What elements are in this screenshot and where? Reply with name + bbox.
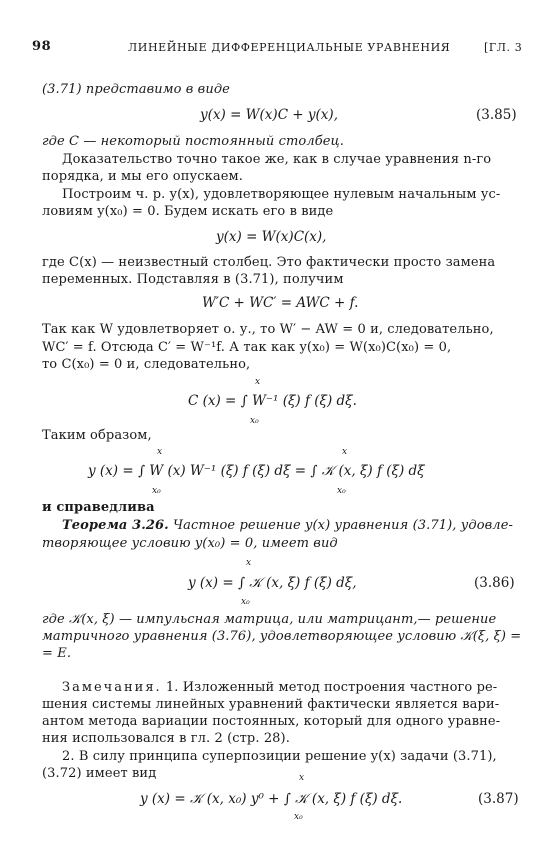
integral-lower-limit: x₀ [241,597,250,607]
text-line: порядка, и мы его опускаем. [42,169,243,184]
remark-heading: Замечания. [62,680,162,695]
text-line: Таким образом, [42,428,152,443]
equation: y (x) = ∫ W (x) W⁻¹ (ξ) f (ξ) dξ = ∫ 𝒦 (x, ξ) f (ξ) dξ [88,463,425,479]
theorem-line: творяющее условию y(x₀) = 0, имеет вид [42,536,338,551]
equation-3-86: y (x) = ∫ 𝒦 (x, ξ) f (ξ) dξ, [188,575,357,591]
equation-3-87: y (x) = 𝒦 (x, x₀) y⁰ + ∫ 𝒦 (x, ξ) f (ξ) dξ. [140,791,403,807]
theorem-text: Частное решение y(x) уравнения (3.71), удовле- [173,518,513,533]
integral-lower-limit: x₀ [294,812,303,822]
text-line: шения системы линейных уравнений фактически является вари- [42,697,500,712]
integral-upper-limit: x [299,773,305,783]
remark-line [62,680,497,696]
theorem-heading: Теорема 3.26. [62,518,169,533]
page-number: 98 [32,39,52,54]
text-line: ния использовался в гл. 2 (стр. 28). [42,731,290,746]
text-line: где C — некоторый постоянный столбец. [42,134,344,149]
text-line: Так как W удовлетворяет о. у., то W′ − AW = 0 и, следовательно, [42,322,494,337]
integral-upper-limit: x [246,558,252,568]
text-line: где 𝒦(x, ξ) — импульсная матрица, или матрицант,— решение [42,612,497,627]
integral-upper-limit: x [342,447,348,457]
equation-number: (3.87) [478,791,519,807]
equation: C (x) = ∫ W⁻¹ (ξ) f (ξ) dξ. [188,393,357,409]
text-line: WC′ = f. Отсюда C′ = W⁻¹f. А так как y(x₀) = W(x₀)C(x₀) = 0, [42,340,452,355]
text-line: антом метода вариации постоянных, который для одного уравне- [42,714,501,729]
text-line: Построим ч. р. y(x), удовлетворяющее нулевым начальным ус- [62,187,501,202]
integral-lower-limit: x₀ [337,486,346,496]
theorem-line [62,518,513,534]
text-line: и справедлива [42,500,155,515]
text-line: = E. [42,646,72,661]
text-line: где C(x) — неизвестный столбец. Это фактически просто замена [42,255,496,270]
text-line: ловиям y(x₀) = 0. Будем искать его в виде [42,204,334,219]
equation: y(x) = W(x)C(x), [216,229,327,245]
equation-number: (3.86) [474,575,515,591]
equation: W′C + WC′ = AWC + f. [202,295,359,311]
text-line: матричного уравнения (3.76), удовлетворяющее условию 𝒦(ξ, ξ) = [42,629,522,644]
text-line: переменных. Подставляя в (3.71), получим [42,272,344,287]
remark-text: 1. Изложенный метод построения частного ре- [165,680,498,695]
integral-upper-limit: x [157,447,163,457]
text-line: (3.71) представимо в виде [42,82,230,97]
running-title: ЛИНЕЙНЫЕ ДИФФЕРЕНЦИАЛЬНЫЕ УРАВНЕНИЯ [128,41,451,54]
integral-lower-limit: x₀ [250,416,259,426]
equation-3-85: y(x) = W(x)C + y(x), [200,107,338,123]
text-line: Доказательство точно такое же, как в случае уравнения n-го [62,152,492,167]
text-line: (3.72) имеет вид [42,766,157,781]
text-line: то C(x₀) = 0 и, следовательно, [42,357,251,372]
chapter-label: [ГЛ. 3 [484,41,523,54]
integral-lower-limit: x₀ [152,486,161,496]
equation-number: (3.85) [476,107,517,123]
integral-upper-limit: x [255,377,261,387]
text-line: 2. В силу принципа суперпозиции решение y(x) задачи (3.71), [62,749,497,764]
